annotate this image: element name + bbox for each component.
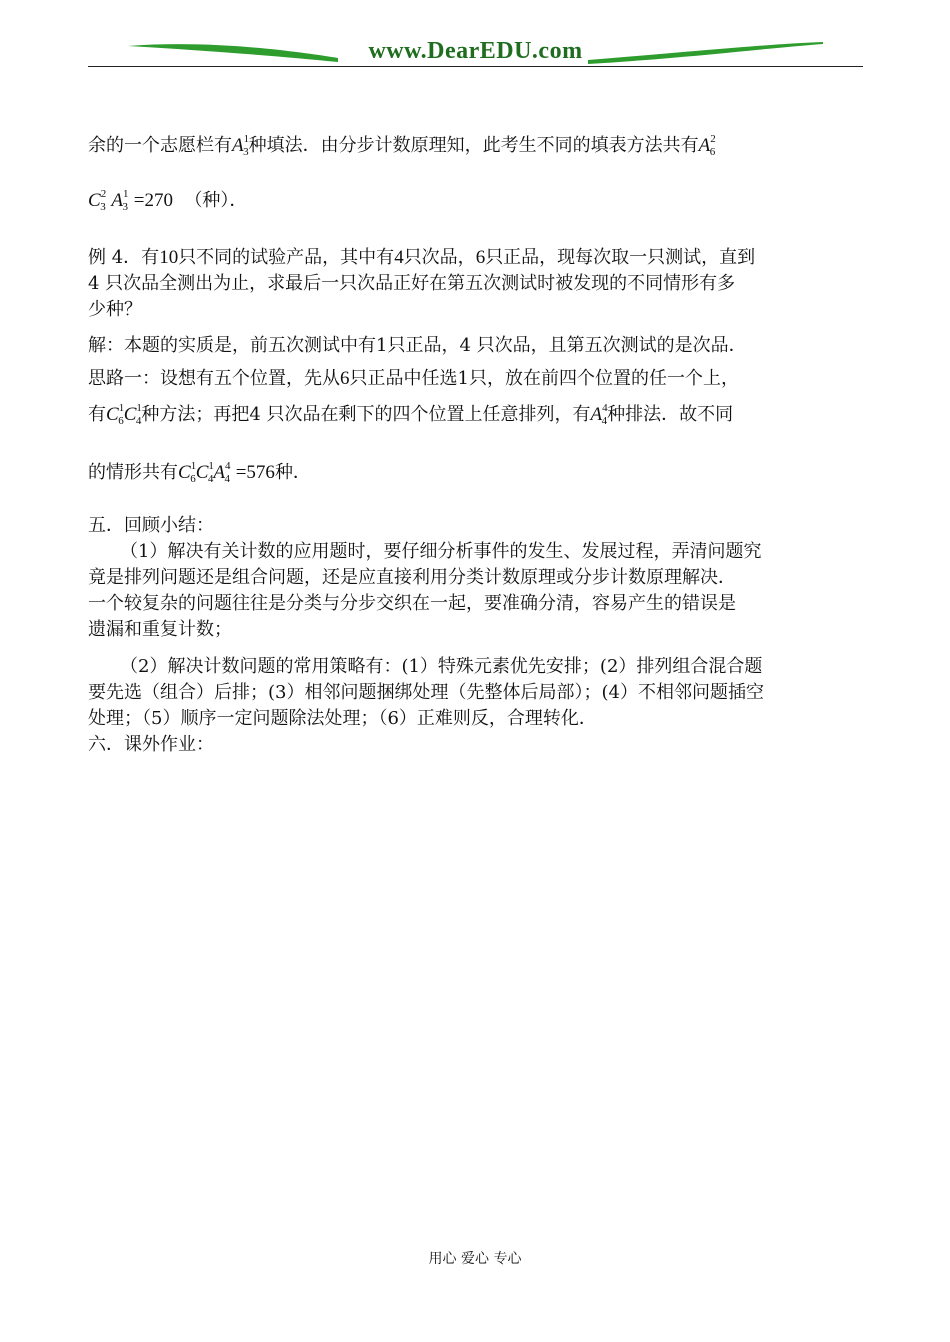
text: 种方法；再把4 只次品在剩下的四个位置上任意排列，有 <box>141 404 591 425</box>
formula-A31: $A^1_3$ <box>111 188 129 213</box>
number: 10 <box>159 247 179 268</box>
formula-A62: $A^2_6$ <box>698 133 716 158</box>
text-line <box>88 460 868 488</box>
text: 只正品中任选1只，放在前四个位置的任一个上， <box>349 368 739 389</box>
text-line: 竟是排列问题还是组合问题，还是应直接利用分类计数原理或分步计数原理解决． <box>88 567 736 588</box>
text: 只不同的试验产品，其中有 <box>178 247 395 268</box>
text: 例 4．有 <box>88 247 160 268</box>
number: 4 <box>394 247 404 268</box>
formula-C32: $C^2_3$ <box>88 188 107 213</box>
number: 6 <box>340 368 350 389</box>
number: 6 <box>475 247 486 268</box>
text: 有 <box>88 404 106 425</box>
formula-C61C41A44: $C^1_6C^1_4A^4_4$ <box>178 460 231 485</box>
formula-result: =576 <box>235 462 275 483</box>
text-line: （1）解决有关计数的应用题时，要仔细分析事件的发生、发展过程，弄清问题究 <box>120 541 762 562</box>
formula-result: =270 <box>133 190 173 211</box>
text-line: 4 只次品全测出为止，求最后一只次品正好在第五次测试时被发现的不同情形有多 <box>88 273 736 294</box>
text-line: 遗漏和重复计数； <box>88 619 232 640</box>
formula-A44: $A^4_4$ <box>590 402 608 427</box>
text-line: 少种？ <box>88 299 142 320</box>
text: 种排法．故不同 <box>607 404 734 425</box>
text-line: 一个较复杂的问题往往是分类与分步交织在一起，要准确分清，容易产生的错误是 <box>88 593 736 614</box>
formula-C61C41: $C^1_6C^1_4$ <box>106 402 142 427</box>
text-line: 要先选（组合）后排；(3）相邻问题捆绑处理（先整体后局部）；(4）不相邻问题插空 <box>88 682 764 703</box>
text-line <box>88 366 868 392</box>
text-line: 解：本题的实质是，前五次测试中有1只正品，4 只次品，且第五次测试的是次品． <box>88 335 747 356</box>
text: 只正品，现每次取一只测试，直到 <box>485 247 756 268</box>
text: 余的一个志愿栏有 <box>88 135 232 156</box>
text: 思路一：设想有五个位置，先从 <box>88 368 340 389</box>
section-heading-6: 六．课外作业： <box>88 734 214 755</box>
text: 只次品， <box>403 247 476 268</box>
page-footer: 用心 爱心 专心 <box>428 1251 522 1267</box>
text-line <box>88 402 868 430</box>
header-rule <box>88 66 863 67</box>
text-line: 处理；（5）顺序一定问题除法处理；（6）正难则反，合理转化． <box>88 708 597 729</box>
formula-A31: $A^1_3$ <box>232 133 250 158</box>
site-brand[interactable]: www.DearEDU.com <box>368 38 583 64</box>
section-heading-5: 五．回顾小结： <box>88 515 214 536</box>
text: 的情形共有 <box>88 462 178 483</box>
text: 种填法．由分步计数原理知，此考生不同的填表方法共有 <box>248 135 699 156</box>
text-line <box>88 245 868 271</box>
text-line <box>88 188 868 216</box>
text: （种）． <box>184 190 248 211</box>
text-line: （2）解决计数问题的常用策略有：(1）特殊元素优先安排；(2）排列组合混合题 <box>120 656 763 677</box>
text: 种． <box>274 462 311 483</box>
text-line <box>88 133 868 161</box>
